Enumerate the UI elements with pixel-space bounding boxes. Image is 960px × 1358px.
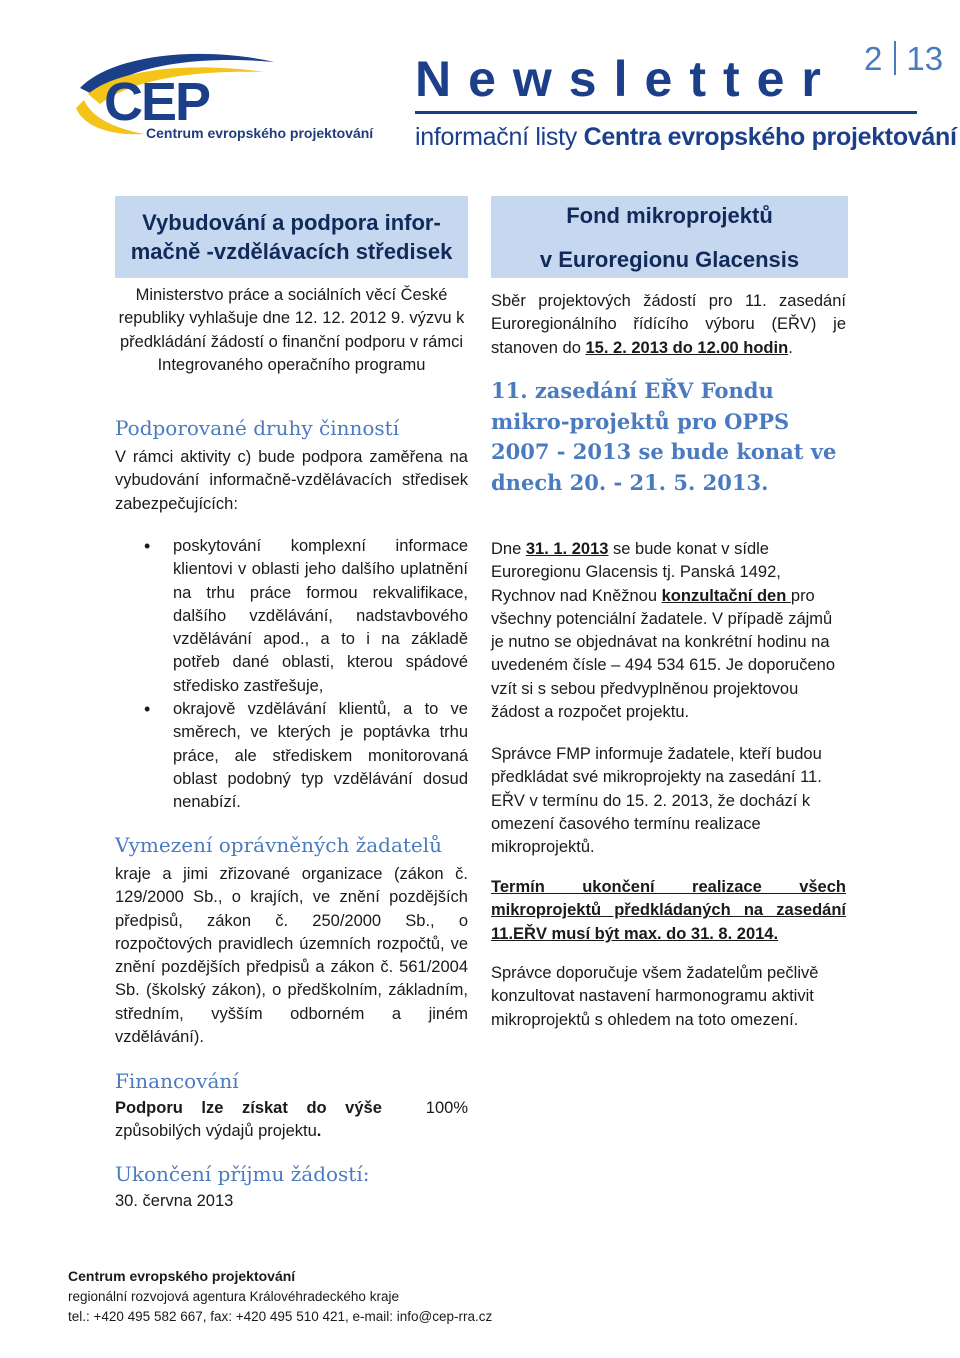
- collection-end: .: [788, 338, 793, 357]
- p1-a: Dne: [491, 540, 526, 558]
- left-section-title: Vybudování a podpora infor-mačně -vzdělávacích středisek: [130, 210, 453, 264]
- intro-text: Ministerstvo práce a sociálních věcí České republiky vyhlašuje dne 12. 12. 2012 9. výzvu k předkládání žádostí o finanční podporu v rámci Integrovaného operačního programu: [118, 286, 465, 374]
- deadline-heading: Ukončení příjmu žádostí:: [115, 1162, 370, 1186]
- right-section-title-1: Fond mikroprojektů: [566, 203, 773, 228]
- newsletter-title: Newsletter: [415, 51, 838, 107]
- activities-text: V rámci aktivity c) bude podpora zaměřena na vybudování informačně-vzdělávacích středisek zabezpečujících:: [115, 448, 468, 513]
- issue-num: 2: [864, 40, 883, 77]
- collection-date: 15. 2. 2013 do 12.00 hodin: [585, 338, 789, 357]
- footer-agency: regionální rozvojová agentura Královéhradeckého kraje: [68, 1289, 399, 1304]
- financing-bold: Podporu lze získat do výše: [115, 1099, 382, 1117]
- issue-divider: [894, 41, 896, 75]
- newsletter-subtitle: [415, 123, 957, 152]
- right-section-title-box: [491, 196, 848, 278]
- activities-heading: Podporované druhy činností: [115, 416, 400, 440]
- meeting-heading: 11. zasedání EŘV Fondu mikro-projektů pro OPPS 2007 - 2013 se bude konat ve dnech 20. - 21. 5. 2013.: [491, 378, 837, 495]
- issue-year: 13: [906, 40, 944, 77]
- list-item: • okrajově vzdělávání klientů, a to ve směrech, ve kterých je poptávka trhu práce, ale střediskem monitorovaná oblast podobný typ vzdělávání dosud nenabízí.: [173, 698, 468, 814]
- subtitle-prefix: informační listy: [415, 123, 584, 151]
- collection-text: [491, 290, 846, 360]
- bullet-list: [173, 535, 468, 815]
- financing-heading: Financování: [115, 1069, 239, 1093]
- applicants-heading: Vymezení oprávněných žadatelů: [115, 833, 443, 857]
- list-item: • poskytování komplexní informace klientovi v oblasti jeho dalšího uplatnění na trhu práce formou rekvalifikace, dalšího vzdělávání, nadstavbového vzdělávání apod., a to i na základě potřeb dané oblasti, kterou spádové středisko zastřešuje,: [173, 535, 468, 698]
- p1-consult: konzultační den: [661, 586, 791, 605]
- completion-deadline-text: Termín ukončení realizace všech mikroprojektů předkládaných na zasedání 11.EŘV musí být max. do 31. 8. 2014.: [491, 878, 846, 943]
- recommendation-text: Správce doporučuje všem žadatelům pečlivě konzultovat nastavení harmonogramu aktivit mikroprojektů s ohledem na toto omezení.: [491, 964, 819, 1029]
- footer-org: Centrum evropského projektování: [68, 1268, 296, 1284]
- applicants-text: kraje a jimi zřizované organizace (zákon č. 129/2000 Sb., o krajích, ve znění pozdějších předpisů, zákon č. 250/2000 Sb., o rozpočtových pravidlech územních rozpočtů, ve znění pozdějších předpisů a zákon č. 561/2004 Sb. (školský zákon), o předškolním, základním, středním, vyšším odborném a jiném vzdělávání).: [115, 865, 468, 1047]
- p1-c: pro všechny potenciální žadatele. V případě zájmů je nutno se objednávat na konkrétní hodinu na uvedeném čísle – 494 534 615. Je doporučeno vzít si s sebou předvyplněnou projektovou žádost a rozpočet projektu.: [491, 586, 836, 722]
- logo-subtitle: Centrum evropského projektování: [146, 125, 374, 141]
- collection-body: Sběr projektových žádostí pro 11. zasedání Euroregionálního řídícího výboru (EŘV) je stanoven do: [491, 292, 846, 357]
- subtitle-bold: Centra evropského projektování: [583, 123, 957, 151]
- financing-dot: .: [316, 1122, 322, 1141]
- deadline-value: 30. června 2013: [115, 1192, 234, 1210]
- financing-rest: způsobilých výdajů projektu: [115, 1122, 317, 1141]
- logo-text: CEP: [104, 72, 210, 132]
- financing-value: 100%: [425, 1099, 468, 1117]
- right-section-title-2: v Euroregionu Glacensis: [539, 247, 800, 272]
- consultation-text: [491, 538, 846, 724]
- issue-number: [864, 40, 943, 78]
- fmp-info-text: Správce FMP informuje žadatele, kteří budou předkládat své mikroprojekty na zasedání 11. EŘV v termínu do 15. 2. 2013, že dochází k omezení časového termínu realizace mikroprojektů.: [491, 745, 822, 857]
- financing-text: [115, 1097, 468, 1144]
- p1-b: se bude konat v sídle Euroregionu Glacensis tj. Panská 1492, Rychnov nad Kněžnou: [491, 540, 781, 605]
- title-rule: [415, 111, 917, 114]
- p1-date: 31. 1. 2013: [525, 540, 609, 558]
- left-section-title-box: [115, 196, 468, 278]
- footer-contact: tel.: +420 495 582 667, fax: +420 495 510 421, e-mail: info@cep-rra.cz: [68, 1309, 493, 1324]
